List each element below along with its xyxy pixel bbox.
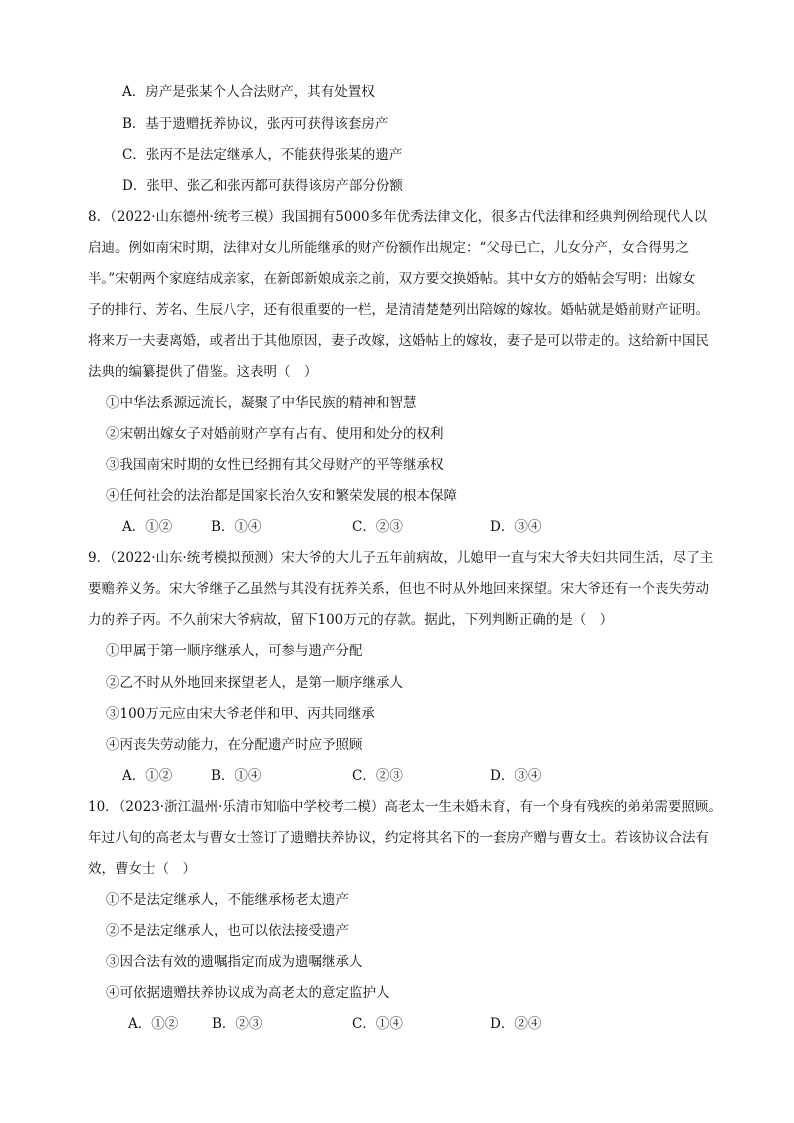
- q9-stem-line: 力的养子丙。不久前宋大爷病故，留下100万元的存款。据此，下列判断正确的是（ ）: [88, 612, 614, 628]
- q9-stem-line: 9．（2022·山东·统考模拟预测）宋大爷的大儿子五年前病故，儿媳甲一直与宋大爷夫妇共同生活，尽了主: [88, 550, 714, 566]
- q8-stem-line: 半。”宋朝两个家庭结成亲家，在新郎新娘成亲之前，双方要交换婚帖。其中女方的婚帖会写明：出嫁女: [88, 271, 696, 287]
- q8-statement: ④任何社会的法治都是国家长治久安和繁荣发展的根本保障: [106, 488, 457, 504]
- q9-statement: ④丙丧失劳动能力，在分配遗产时应予照顾: [106, 737, 363, 753]
- q10-stem-line: 10．（2023·浙江温州·乐清市知临中学校考二模）高老太一生未婚未育，有一个身有残疾的弟弟需要照顾。: [88, 799, 722, 815]
- q8-stem-line: 启迪。例如南宋时期，法律对女儿所能继承的财产份额作出规定：“父母已亡，儿女分产，女合得男之: [88, 240, 689, 256]
- q8-statement: ①中华法系源远流长，凝聚了中华民族的精神和智慧: [106, 395, 417, 411]
- q8-statement: ③我国南宋时期的女性已经拥有其父母财产的平等继承权: [106, 457, 444, 473]
- q8-choice-b[interactable]: B．①④: [211, 519, 262, 535]
- q8-choice-c[interactable]: C．②③: [352, 519, 403, 535]
- q8-statement: ②宋朝出嫁女子对婚前财产享有占有、使用和处分的权利: [106, 426, 444, 442]
- q8-stem-line: 将来万一夫妻离婚，或者出于其他原因，妻子改嫁，这婚帖上的嫁妆，妻子是可以带走的。这给新中国民: [88, 333, 709, 349]
- q10-stem-line: 效，曹女士（ ）: [88, 861, 196, 877]
- q7-option-c: C．张丙不是法定继承人，不能获得张某的遗产: [122, 147, 403, 163]
- q9-choice-b[interactable]: B．①④: [211, 768, 262, 784]
- q8-choice-a[interactable]: A．①②: [122, 519, 173, 535]
- q9-choice-a[interactable]: A．①②: [122, 768, 173, 784]
- q9-stem-line: 要赡养义务。宋大爷继子乙虽然与其没有抚养关系，但也不时从外地回来探望。宋大爷还有一个丧失劳动: [88, 581, 709, 597]
- q7-option-b: B．基于遗赠抚养协议，张丙可获得该套房产: [122, 116, 389, 132]
- q10-choice-a[interactable]: A．①②: [128, 1016, 179, 1032]
- q10-choice-b[interactable]: B．②③: [212, 1016, 263, 1032]
- q7-option-a: A．房产是张某个人合法财产，其有处置权: [122, 84, 375, 100]
- q8-choice-d[interactable]: D．③④: [490, 519, 542, 535]
- q8-stem-line: 8．（2022·山东德州·统考三模）我国拥有5000多年优秀法律文化，很多古代法律和经典判例给现代人以: [88, 209, 708, 225]
- q9-choice-d[interactable]: D．③④: [490, 768, 542, 784]
- q9-statement: ①甲属于第一顺序继承人，可参与遗产分配: [106, 643, 363, 659]
- q10-statement: ④可依据遗赠扶养协议成为高老太的意定监护人: [106, 985, 390, 1001]
- q10-statement: ③因合法有效的遗嘱指定而成为遗嘱继承人: [106, 954, 363, 970]
- q10-statement: ②不是法定继承人，也可以依法接受遗产: [106, 923, 349, 939]
- q9-statement: ②乙不时从外地回来探望老人，是第一顺序继承人: [106, 675, 403, 691]
- q10-statement: ①不是法定继承人，不能继承杨老太遗产: [106, 892, 349, 908]
- q8-stem-line: 子的排行、芳名、生辰八字，还有很重要的一栏，是清清楚楚列出陪嫁的嫁妆。婚帖就是婚前财产证明。: [88, 302, 709, 318]
- q10-stem-line: 年过八旬的高老太与曹女士签订了遗赠扶养协议，约定将其名下的一套房产赠与曹女士。若该协议合法有: [88, 830, 709, 846]
- q7-option-d: D．张甲、张乙和张丙都可获得该房产部分份额: [122, 178, 403, 194]
- q8-stem-line: 法典的编纂提供了借鉴。这表明（ ）: [88, 364, 318, 380]
- q9-statement: ③100万元应由宋大爷老伴和甲、丙共同继承: [106, 706, 375, 722]
- q10-choice-c[interactable]: C．①④: [352, 1016, 403, 1032]
- q10-choice-d[interactable]: D．②④: [490, 1016, 542, 1032]
- q9-choice-c[interactable]: C．②③: [352, 768, 403, 784]
